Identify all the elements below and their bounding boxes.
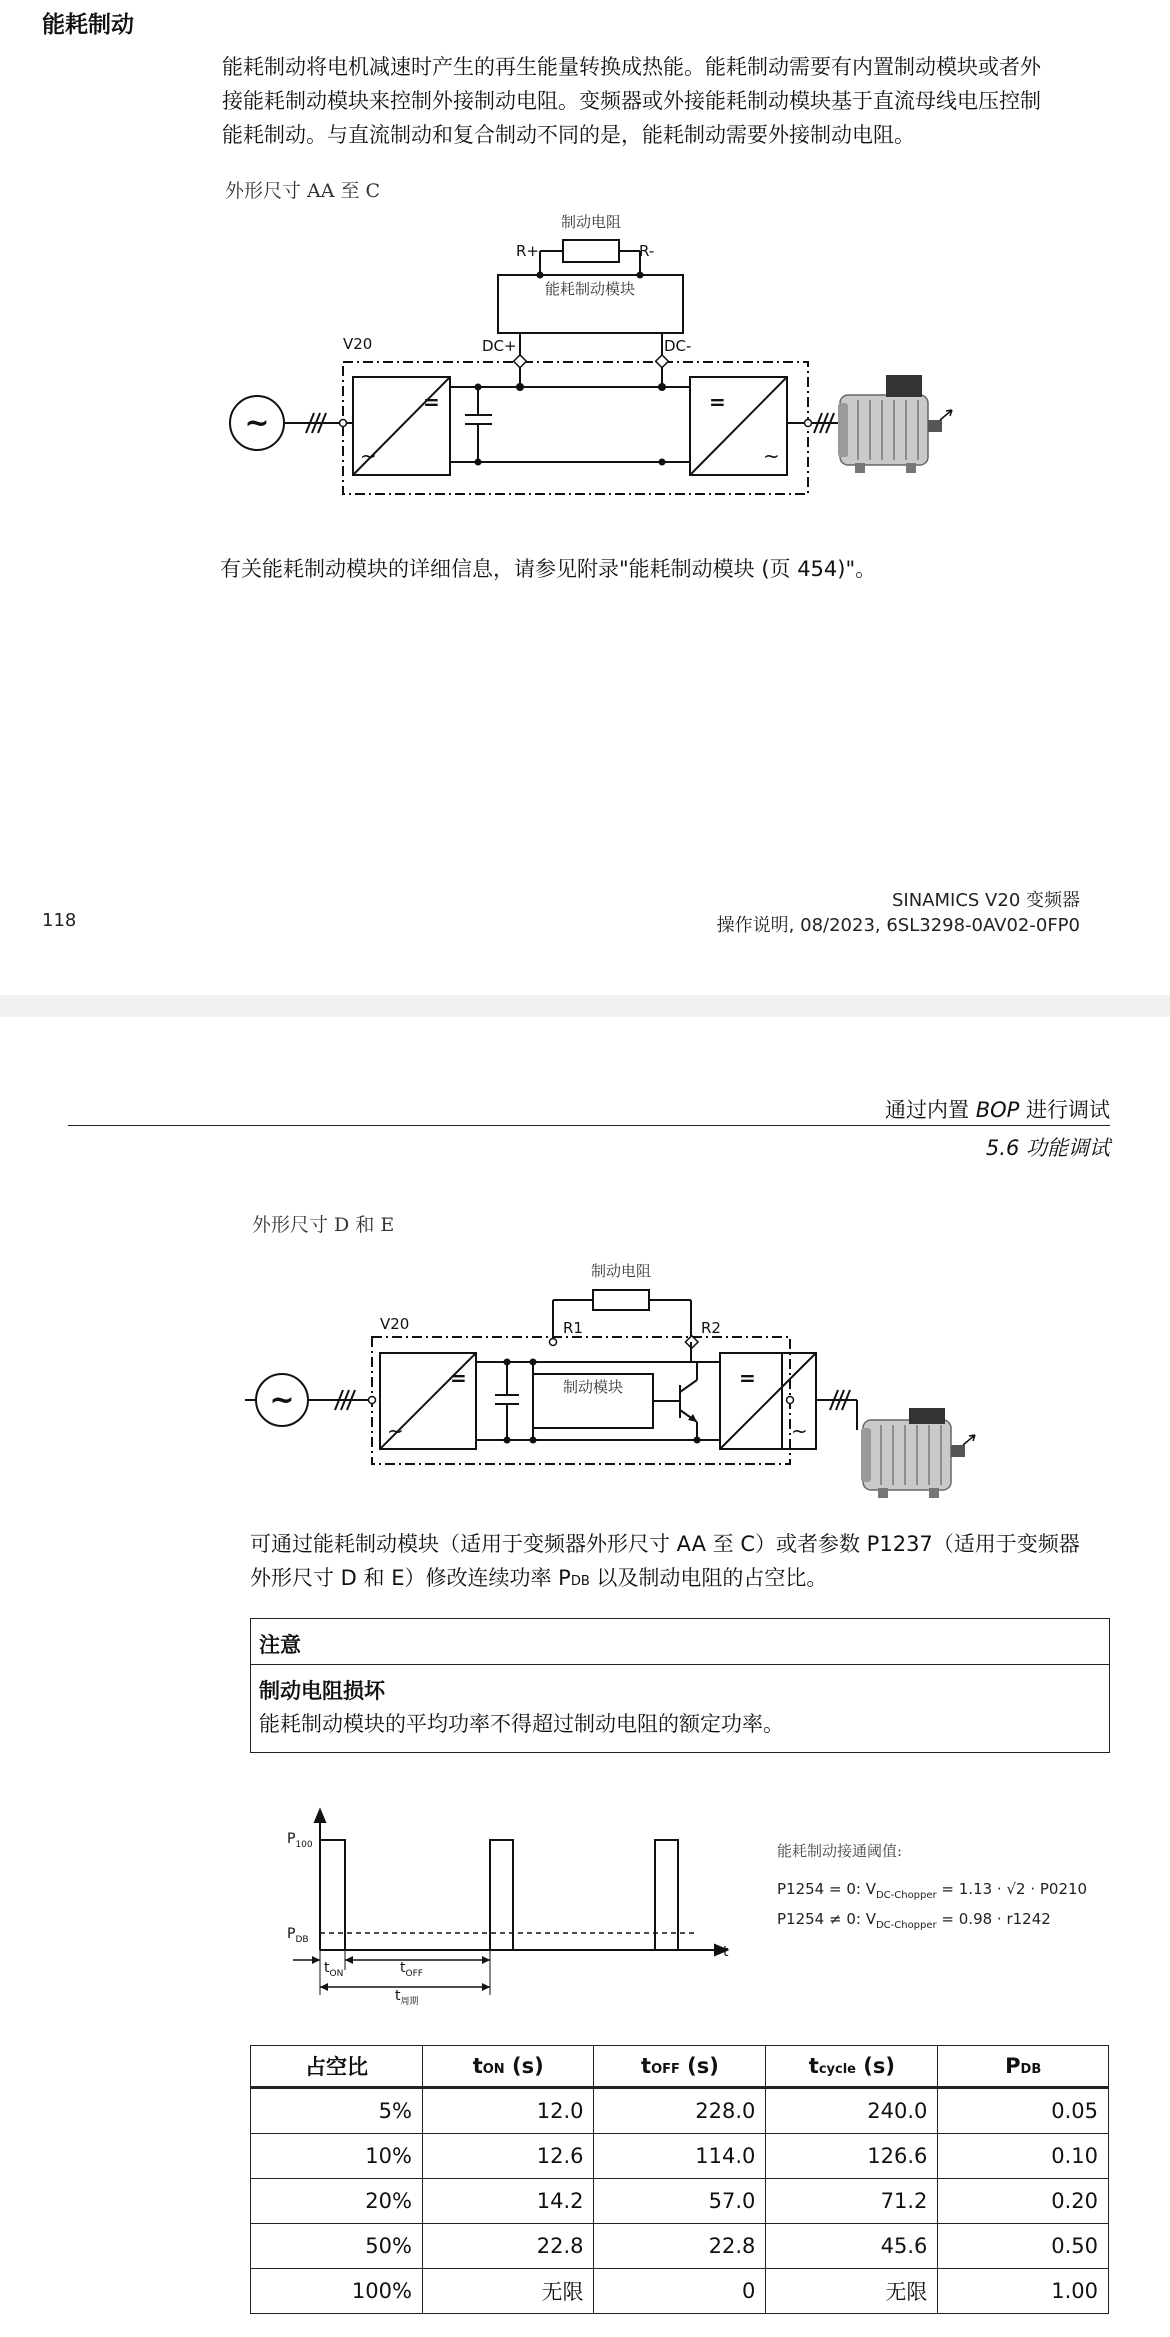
notice-subheading: 制动电阻损坏 [259, 1679, 385, 1703]
header-rule [68, 1125, 1110, 1126]
v20-label: V20 [343, 335, 373, 353]
col-t-off: tOFF (s) [594, 2046, 766, 2088]
threshold-title: 能耗制动接通阈值: [777, 1842, 903, 1860]
intro-line: 能耗制动将电机减速时产生的再生能量转换成热能。能耗制动需要有内置制动模块或者外 [222, 55, 1041, 79]
table-header-row [251, 2046, 1109, 2088]
duty-cycle-table [250, 2045, 1109, 2314]
intro-line: 接能耗制动模块来控制外接制动电阻。变频器或外接能耗制动模块基于直流母线电压控制 [222, 89, 1041, 113]
pdb-label: P [287, 1926, 296, 1942]
dc-minus-label: DC- [664, 337, 692, 355]
footer-product: SINAMICS V20 变频器 [891, 890, 1080, 911]
duty-cycle-paragraph: 可通过能耗制动模块（适用于变频器外形尺寸 AA 至 C）或者参数 P1237（适用于变频器 外形尺寸 D 和 E）修改连续功率 PDB 以及制动电阻的占空比。 [250, 1532, 1080, 1590]
rectifier-dc-symbol: = [423, 390, 440, 414]
page-number: 118 [42, 910, 77, 931]
motor-icon [861, 1408, 975, 1498]
p100-label: P [287, 1831, 296, 1847]
figure-caption-d-e: 外形尺寸 D 和 E [252, 1214, 395, 1236]
module-label: 制动模块 [562, 1378, 624, 1396]
inverter-dc-symbol: = [709, 390, 726, 414]
resistor-label: 制动电阻 [590, 1262, 652, 1280]
svg-text:P100: $P_{100}$ [287, 1831, 313, 1850]
notice-text: 能耗制动模块的平均功率不得超过制动电阻的额定功率。 [259, 1712, 784, 1736]
running-header-title: 通过内置 BOP 进行调试 [885, 1098, 1110, 1122]
braking-resistor-symbol [563, 240, 619, 262]
figure-caption-aa-c: 外形尺寸 AA 至 C [225, 180, 381, 202]
braking-resistor-symbol [593, 1290, 649, 1310]
braking-diagram-aa-c [210, 205, 980, 535]
intro-paragraph [222, 50, 1102, 152]
duty-cycle-timing-diagram [275, 1800, 1095, 2015]
inverter-dc-symbol: = [739, 1366, 756, 1390]
dc-plus-label: DC+ [482, 337, 517, 355]
threshold-formula-1: P1254 = 0: $V_{DC-Chopper} = 1.13 \cdot √2 \cdot P0210$ [777, 1880, 1088, 1901]
inverter-ac-symbol: ~ [791, 1419, 808, 1443]
table-row: 5% 12.0 228.0 240.0 0.05 [251, 2088, 1109, 2134]
v20-enclosure [372, 1337, 790, 1464]
module-label: 能耗制动模块 [544, 280, 636, 298]
t-on-label: t [324, 1960, 330, 1976]
braking-diagram-d-e [245, 1240, 1005, 1520]
t-period-label: t [395, 1988, 401, 2004]
mains-tilde: ~ [244, 406, 270, 441]
rectifier-ac-symbol: ~ [387, 1419, 404, 1443]
r-plus-label: R+ [516, 242, 539, 260]
intro-line: 能耗制动。与直流制动和复合制动不同的是，能耗制动需要外接制动电阻。 [222, 123, 915, 147]
rectifier-dc-symbol: = [450, 1366, 467, 1390]
inverter-ac-symbol: ~ [763, 444, 780, 468]
r1-label: R1 [563, 1319, 583, 1337]
t-off-label: t [400, 1960, 406, 1976]
rectifier-ac-symbol: ~ [360, 444, 377, 468]
v20-label: V20 [380, 1315, 410, 1333]
svg-text:tON: $t_{ON}$ [324, 1960, 344, 1979]
svg-text:PDB: $P_{DB}$ [287, 1926, 309, 1945]
col-t-cycle: tcycle (s) [766, 2046, 938, 2088]
t-axis-label: t [723, 1944, 729, 1960]
table-row: 50% 22.8 22.8 45.6 0.50 [251, 2224, 1109, 2269]
svg-text:t周期: $t_{周期}$ [395, 1988, 419, 2007]
section-title: 能耗制动 [42, 12, 134, 38]
table-row: 20% 14.2 57.0 71.2 0.20 [251, 2179, 1109, 2224]
threshold-formula-2: P1254 ≠ 0: $V_{DC-Chopper} = 0.98 \cdot r1242$ [777, 1910, 1051, 1931]
footer-doc: 操作说明, 08/2023, 6SL3298-0AV02-0FP0 [716, 915, 1080, 936]
svg-text:tOFF: $t_{OFF}$ [400, 1960, 423, 1979]
page-separator [0, 995, 1170, 1017]
r2-label: R2 [701, 1319, 721, 1337]
running-header-section: 5.6 功能调试 [985, 1136, 1110, 1160]
table-row: 100% 无限 0 无限 1.00 [251, 2269, 1109, 2314]
motor-icon [838, 375, 952, 473]
resistor-label: 制动电阻 [560, 213, 622, 231]
mains-tilde: ~ [269, 1383, 295, 1418]
col-duty-cycle: 占空比 [251, 2046, 423, 2088]
r-minus-label: R- [639, 242, 655, 260]
col-t-on: tON (s) [422, 2046, 594, 2088]
reference-text: 有关能耗制动模块的详细信息，请参见附录"能耗制动模块 (页 454)"。 [220, 557, 877, 581]
notice-box [250, 1618, 1110, 1753]
table-row: 10% 12.6 114.0 126.6 0.10 [251, 2134, 1109, 2179]
col-p-db: PDB [938, 2046, 1109, 2088]
notice-heading: 注意 [251, 1619, 1109, 1665]
